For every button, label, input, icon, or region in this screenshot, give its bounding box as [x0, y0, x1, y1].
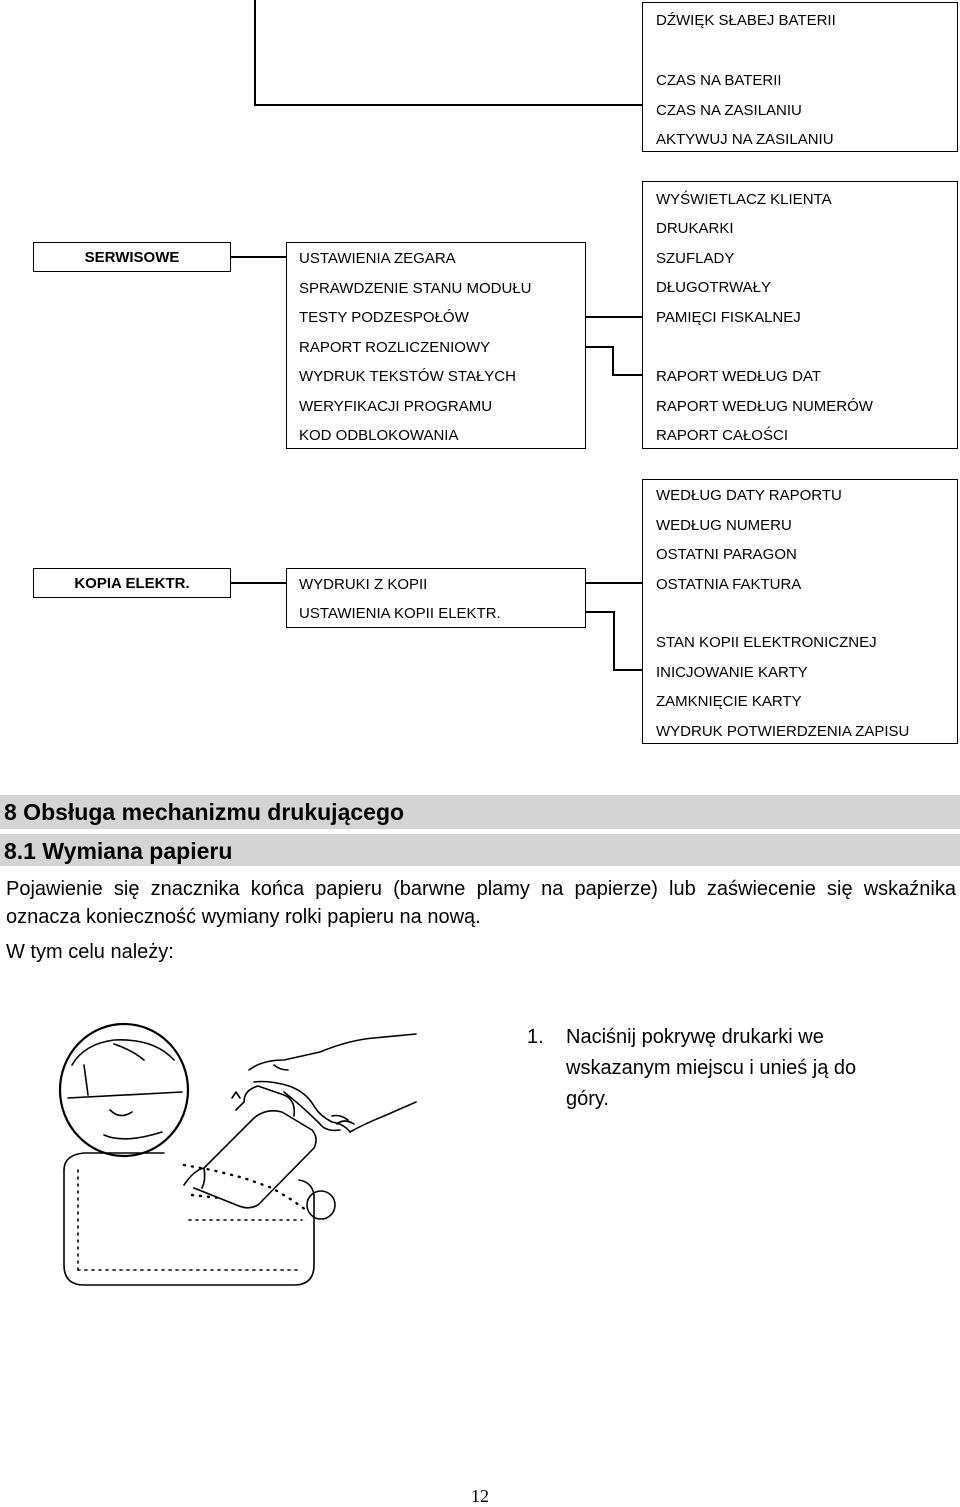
menu-item: SPRAWDZENIE STANU MODUŁU — [299, 280, 532, 297]
menu-item: RAPORT CAŁOŚCI — [656, 427, 788, 444]
menu-item: WERYFIKACJI PROGRAMU — [299, 398, 493, 415]
battery-options-box — [642, 2, 958, 152]
menu-item: WYDRUKI Z KOPII — [299, 576, 428, 593]
menu-item: OSTATNIA FAKTURA — [656, 576, 802, 593]
serwisowe-label: SERWISOWE — [84, 249, 180, 266]
menu-item: OSTATNI PARAGON — [656, 546, 797, 563]
section-paragraph: Pojawienie się znacznika końca papieru (barwne plamy na papierze) lub zaświecenie się wskaźnika oznacza konieczność wymiany rolki papieru na nową. — [6, 878, 956, 928]
kopia-elektr-label: KOPIA ELEKTR. — [74, 575, 190, 592]
section-intro: W tym celu należy: — [6, 941, 174, 963]
menu-item: TESTY PODZESPOŁÓW — [299, 309, 469, 326]
menu-item: SZUFLADY — [656, 250, 735, 267]
kopia-options-box — [642, 479, 958, 744]
printer-illustration — [44, 1020, 464, 1330]
menu-item: CZAS NA BATERII — [656, 72, 782, 89]
tests-options-box — [642, 181, 958, 449]
menu-item: PAMIĘCI FISKALNEJ — [656, 309, 801, 326]
menu-item: KOD ODBLOKOWANIA — [299, 427, 459, 444]
subsection-heading: 8.1 Wymiana papieru — [0, 834, 960, 866]
menu-item: WYDRUK TEKSTÓW STAŁYCH — [299, 368, 516, 385]
page-number: 12 — [471, 1486, 489, 1506]
menu-item: ZAMKNIĘCIE KARTY — [656, 693, 802, 710]
serwisowe-box — [33, 242, 231, 272]
printer-cover-drawing — [44, 1020, 464, 1330]
menu-item: INICJOWANIE KARTY — [656, 664, 808, 681]
step-text-line: Naciśnij pokrywę drukarki we — [566, 1026, 824, 1048]
menu-item: RAPORT WEDŁUG DAT — [656, 368, 822, 385]
menu-item: USTAWIENIA KOPII ELEKTR. — [299, 605, 501, 622]
menu-item: RAPORT WEDŁUG NUMERÓW — [656, 398, 873, 415]
menu-item: WEDŁUG NUMERU — [656, 517, 792, 534]
menu-item: DŹWIĘK SŁABEJ BATERII — [656, 12, 836, 29]
step-text-line: góry. — [566, 1088, 609, 1110]
menu-item: DRUKARKI — [656, 220, 734, 237]
menu-item: WYŚWIETLACZ KLIENTA — [656, 191, 832, 208]
step-text-line: wskazanym miejscu i unieś ją do — [566, 1057, 857, 1079]
menu-item: DŁUGOTRWAŁY — [656, 279, 772, 296]
menu-item: RAPORT ROZLICZENIOWY — [299, 339, 491, 356]
menu-item: STAN KOPII ELEKTRONICZNEJ — [656, 634, 877, 651]
step-number: 1. — [527, 1026, 544, 1048]
menu-item: AKTYWUJ NA ZASILANIU — [656, 131, 834, 148]
menu-item: WEDŁUG DATY RAPORTU — [656, 487, 842, 504]
menu-item: CZAS NA ZASILANIU — [656, 102, 802, 119]
kopia-list-box — [286, 568, 586, 628]
serwisowe-list-box — [286, 242, 586, 449]
section-heading: 8 Obsługa mechanizmu drukującego — [0, 795, 960, 829]
menu-item: USTAWIENIA ZEGARA — [299, 250, 456, 267]
kopia-elektr-box — [33, 568, 231, 598]
menu-item: WYDRUK POTWIERDZENIA ZAPISU — [656, 723, 910, 740]
